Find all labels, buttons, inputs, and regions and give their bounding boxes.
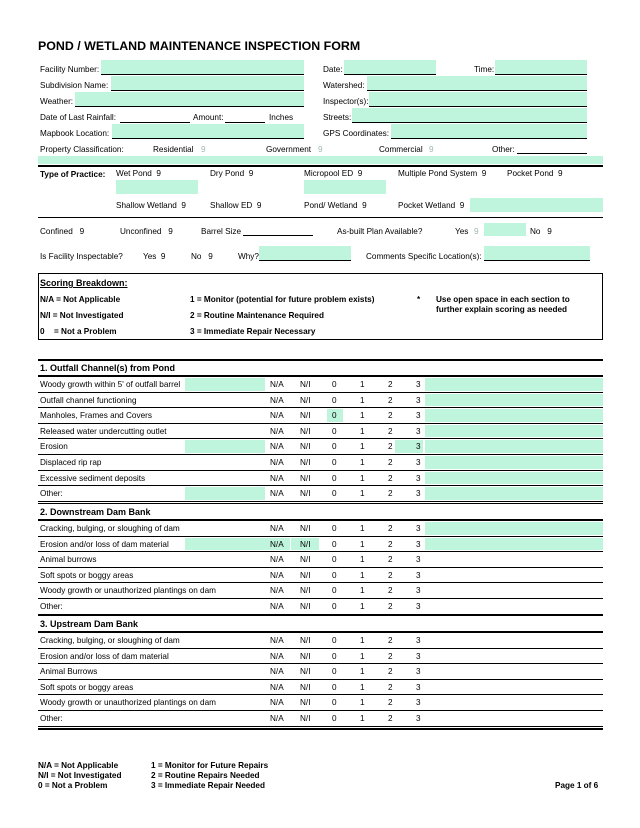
- score-na-option[interactable]: N/A: [270, 380, 284, 389]
- score-zero-option[interactable]: 0: [332, 539, 337, 549]
- score-ni-option[interactable]: N/I: [300, 682, 311, 692]
- inspectors-field[interactable]: [369, 92, 587, 106]
- score-three-option[interactable]: 3: [416, 458, 421, 467]
- subdivision-name-label: Subdivision Name:: [40, 81, 109, 90]
- score-three-option[interactable]: 3: [416, 473, 421, 483]
- table-row: [38, 552, 603, 568]
- divider: [38, 217, 603, 218]
- inspectors-label: Inspector(s):: [323, 97, 369, 106]
- score-two-option[interactable]: 2: [388, 442, 393, 452]
- score-two-option[interactable]: 2: [388, 395, 393, 405]
- table-row: [38, 695, 603, 711]
- row-notes-field[interactable]: [425, 456, 603, 469]
- table-row: [38, 633, 603, 649]
- shallow-wetland-option[interactable]: [116, 201, 186, 210]
- wet-pond-option[interactable]: [116, 169, 161, 178]
- score-ni-option[interactable]: N/I: [300, 667, 311, 677]
- section-top-rule: [38, 615, 603, 616]
- why-label: Why?: [238, 252, 259, 261]
- score-zero-option[interactable]: 0: [332, 473, 337, 483]
- score-na-option[interactable]: N/A: [270, 395, 284, 405]
- score-ni-option[interactable]: N/I: [300, 539, 311, 549]
- facility-number-label: Facility Number:: [40, 65, 100, 74]
- score-ni-option[interactable]: N/I: [300, 570, 311, 580]
- as-built-no-checkbox[interactable]: 9: [547, 227, 552, 236]
- as-built-yes-checkbox[interactable]: 9: [474, 227, 479, 236]
- multiple-pond-system-option[interactable]: [398, 169, 486, 178]
- wet-pond-label: Wet Pond: [116, 169, 152, 178]
- score-ni-option[interactable]: N/I: [300, 380, 311, 389]
- score-zero-option[interactable]: 0: [332, 426, 337, 436]
- score-ni-option[interactable]: N/I: [300, 651, 311, 661]
- divider: [38, 165, 603, 167]
- multiple-pond-system-label: Multiple Pond System: [398, 169, 478, 178]
- score-one-option[interactable]: 1: [360, 636, 365, 645]
- gps-coordinates-field[interactable]: [391, 124, 587, 138]
- score-two-option[interactable]: 2: [388, 539, 393, 549]
- score-zero-option[interactable]: 0: [332, 458, 337, 467]
- section-title: 2. Downstream Dam Bank: [40, 507, 151, 517]
- as-built-no-label: No: [530, 227, 541, 236]
- table-row: [38, 583, 603, 599]
- score-three-option[interactable]: 3: [416, 714, 421, 723]
- inspectable-yes-label: Yes: [143, 252, 157, 261]
- row-notes-field[interactable]: [425, 472, 603, 485]
- micropool-ed-fill[interactable]: [304, 180, 386, 194]
- dry-pond-label: Dry Pond: [210, 169, 245, 178]
- score-two-option[interactable]: 2: [388, 651, 393, 661]
- row-label: Displaced rip rap: [40, 458, 102, 467]
- score-zero-option[interactable]: 0: [332, 570, 337, 580]
- score-two-option[interactable]: 2: [388, 602, 393, 611]
- pocket-wetland-label: Pocket Wetland: [398, 201, 456, 210]
- score-zero-option[interactable]: 0: [332, 555, 337, 565]
- score-ni-option[interactable]: N/I: [300, 489, 311, 499]
- wet-pond-checkbox[interactable]: 9: [156, 169, 161, 178]
- mapbook-location-field[interactable]: [112, 124, 304, 138]
- table-row: [38, 711, 603, 727]
- score-zero-option[interactable]: 0: [332, 442, 337, 452]
- score-na-option[interactable]: N/A: [270, 602, 284, 611]
- score-na-option[interactable]: N/A: [270, 473, 284, 483]
- score-zero-option[interactable]: 0: [332, 380, 337, 389]
- pond-wetland-checkbox[interactable]: 9: [362, 201, 367, 210]
- score-ni-option[interactable]: N/I: [300, 636, 311, 645]
- inspectable-no-option[interactable]: [191, 252, 213, 261]
- government-label: Government: [266, 145, 312, 154]
- section-title: 1. Outfall Channel(s) from Pond: [40, 363, 176, 373]
- score-ni-option[interactable]: N/I: [300, 395, 311, 405]
- pocket-pond-option[interactable]: [507, 169, 563, 178]
- form-title: POND / WETLAND MAINTENANCE INSPECTION FORM: [38, 39, 361, 53]
- table-row: [38, 439, 603, 455]
- pocket-wetland-fill[interactable]: [470, 198, 603, 212]
- score-two-option[interactable]: 2: [388, 555, 393, 565]
- inspectable-no-checkbox[interactable]: 9: [208, 252, 213, 261]
- unconfined-label: Unconfined: [120, 227, 162, 236]
- score-na-option[interactable]: N/A: [270, 489, 284, 499]
- row-label: Cracking, bulging, or sloughing of dam: [40, 636, 180, 645]
- score-one-option[interactable]: 1: [360, 380, 365, 389]
- scoring-three: 3 = Immediate Repair Necessary: [190, 327, 316, 336]
- score-three-option[interactable]: 3: [416, 539, 421, 549]
- score-two-option[interactable]: 2: [388, 667, 393, 677]
- row-fill: [185, 440, 265, 453]
- score-na-option[interactable]: N/A: [270, 426, 284, 436]
- score-na-option[interactable]: N/A: [270, 667, 284, 677]
- score-zero-option[interactable]: 0: [332, 586, 337, 596]
- score-na-option[interactable]: N/A: [270, 442, 284, 452]
- row-label: Manholes, Frames and Covers: [40, 411, 152, 421]
- row-label: Woody growth or unauthorized plantings on dam: [40, 698, 216, 708]
- row-notes-field[interactable]: [425, 487, 603, 500]
- score-three-option[interactable]: 3: [416, 380, 421, 389]
- date-field[interactable]: [344, 60, 436, 74]
- table-row: [38, 599, 603, 615]
- score-two-option[interactable]: 2: [388, 411, 393, 421]
- score-zero-option[interactable]: 0: [332, 489, 337, 499]
- comments-location-field[interactable]: [484, 246, 590, 260]
- row-label: Released water undercutting outlet: [40, 426, 167, 436]
- shallow-ed-label: Shallow ED: [210, 201, 253, 210]
- amount-label: Amount:: [193, 113, 224, 122]
- section-title: 3. Upstream Dam Bank: [40, 619, 139, 629]
- score-two-option[interactable]: 2: [388, 714, 393, 723]
- as-built-yes-label: Yes: [455, 227, 469, 236]
- score-three-option[interactable]: 3: [416, 651, 421, 661]
- commercial-label: Commercial: [379, 145, 423, 154]
- score-ni-option[interactable]: N/I: [300, 524, 311, 533]
- time-label: Time:: [474, 65, 495, 74]
- score-three-option[interactable]: 3: [416, 667, 421, 677]
- row-label: Woody growth or unauthorized plantings on dam: [40, 586, 216, 596]
- table-row: [38, 471, 603, 487]
- row-notes-field[interactable]: [425, 409, 603, 422]
- confined-checkbox[interactable]: 9: [79, 227, 85, 236]
- pocket-wetland-option[interactable]: [398, 201, 464, 210]
- score-one-option[interactable]: 1: [360, 395, 365, 405]
- scoring-zero-num: 0: [40, 327, 45, 336]
- score-na-option[interactable]: N/A: [270, 524, 284, 533]
- scoring-two: 2 = Routine Maintenance Required: [190, 311, 324, 320]
- score-na-option[interactable]: N/A: [270, 586, 284, 596]
- score-two-option[interactable]: 2: [388, 570, 393, 580]
- watershed-label: Watershed:: [323, 81, 365, 90]
- scoring-one: 1 = Monitor (potential for future problem exists): [190, 295, 375, 304]
- score-ni-option[interactable]: N/I: [300, 442, 311, 452]
- score-two-option[interactable]: 2: [388, 380, 393, 389]
- score-na-option[interactable]: N/A: [270, 555, 284, 565]
- table-row: [38, 537, 603, 553]
- table-row: [38, 408, 603, 424]
- streets-label: Streets:: [323, 113, 352, 122]
- date-last-rainfall-label: Date of Last Rainfall:: [40, 113, 117, 122]
- score-ni-option[interactable]: N/I: [300, 555, 311, 565]
- micropool-ed-checkbox[interactable]: 9: [357, 169, 363, 178]
- as-built-label: As-built Plan Available?: [337, 227, 423, 236]
- score-zero-option[interactable]: 0: [332, 524, 337, 533]
- table-row: [38, 649, 603, 665]
- score-three-option[interactable]: 3: [416, 395, 421, 405]
- score-three-option[interactable]: 3: [416, 586, 421, 596]
- is-inspectable-label: Is Facility Inspectable?: [40, 252, 123, 261]
- row-label: Woody growth within 5' of outfall barrel: [40, 380, 181, 389]
- table-row: [38, 424, 603, 440]
- pond-wetland-option[interactable]: [304, 201, 367, 210]
- inspectable-no-label: No: [191, 252, 202, 261]
- row-label: Outfall channel functioning: [40, 395, 137, 405]
- score-na-option[interactable]: N/A: [270, 636, 284, 645]
- score-three-option[interactable]: 3: [416, 636, 421, 645]
- row-label: Animal burrows: [40, 555, 97, 565]
- gps-coordinates-label: GPS Coordinates:: [323, 129, 389, 138]
- time-field[interactable]: [495, 60, 587, 74]
- barrel-size-label: Barrel Size: [201, 227, 242, 236]
- other-classification-label: Other:: [492, 145, 515, 154]
- unconfined-option[interactable]: [120, 227, 173, 236]
- dry-pond-checkbox[interactable]: 9: [248, 169, 254, 178]
- barrel-size-field[interactable]: [243, 235, 313, 236]
- score-two-option[interactable]: 2: [388, 524, 393, 533]
- watershed-field[interactable]: [367, 76, 587, 90]
- score-zero-option[interactable]: 0: [332, 714, 337, 723]
- score-ni-option[interactable]: N/I: [300, 411, 311, 421]
- date-last-rainfall-field[interactable]: [120, 122, 190, 123]
- score-one-option[interactable]: 1: [360, 426, 365, 436]
- footer-two: 2 = Routine Repairs Needed: [151, 771, 260, 780]
- type-of-practice-label: Type of Practice:: [40, 170, 106, 179]
- inspectable-yes-checkbox[interactable]: 9: [160, 252, 166, 261]
- pocket-pond-checkbox[interactable]: 9: [558, 169, 563, 178]
- score-three-option[interactable]: 3: [416, 698, 421, 708]
- row-fill: [185, 378, 265, 391]
- score-three-option[interactable]: 3: [416, 682, 421, 692]
- row-notes-field[interactable]: [425, 522, 603, 535]
- score-one-option[interactable]: 1: [360, 489, 365, 499]
- property-spacer-fill: [38, 156, 603, 164]
- footer-page-number: Page 1 of 6: [555, 781, 599, 790]
- row-label: Other:: [40, 714, 63, 723]
- score-ni-option[interactable]: N/I: [300, 698, 311, 708]
- commercial-checkbox[interactable]: 9: [429, 145, 434, 154]
- section-top-rule: [38, 503, 603, 504]
- row-label: Soft spots or boggy areas: [40, 682, 134, 692]
- score-two-option[interactable]: 2: [388, 636, 393, 645]
- weather-label: Weather:: [40, 97, 74, 106]
- table-row: [38, 521, 603, 537]
- score-three-option[interactable]: 3: [416, 524, 421, 533]
- score-one-option[interactable]: 1: [360, 539, 365, 549]
- date-label: Date:: [323, 65, 343, 74]
- score-one-option[interactable]: 1: [360, 602, 365, 611]
- row-notes-field[interactable]: [425, 425, 603, 438]
- footer-zero: 0 = Not a Problem: [38, 781, 108, 790]
- amount-field[interactable]: [225, 122, 265, 123]
- score-one-option[interactable]: 1: [360, 682, 365, 692]
- micropool-ed-label: Micropool ED: [304, 169, 354, 178]
- footer-one: 1 = Monitor for Future Repairs: [151, 761, 269, 770]
- score-two-option[interactable]: 2: [388, 458, 393, 467]
- score-one-option[interactable]: 1: [360, 411, 365, 421]
- table-row: [38, 486, 603, 502]
- score-one-option[interactable]: 1: [360, 667, 365, 677]
- pond-wetland-label: Pond/ Wetland: [304, 201, 358, 210]
- row-label: Other:: [40, 489, 63, 499]
- score-ni-option[interactable]: N/I: [300, 473, 311, 483]
- weather-field[interactable]: [75, 92, 304, 106]
- score-na-option[interactable]: N/A: [270, 698, 284, 708]
- shallow-ed-option[interactable]: [210, 201, 261, 210]
- score-ni-option[interactable]: N/I: [300, 602, 311, 611]
- why-field[interactable]: [259, 246, 351, 260]
- score-ni-option[interactable]: N/I: [300, 714, 311, 723]
- wet-pond-fill[interactable]: [116, 180, 198, 194]
- score-one-option[interactable]: 1: [360, 473, 365, 483]
- score-zero-option[interactable]: 0: [332, 698, 337, 708]
- score-ni-option[interactable]: N/I: [300, 458, 311, 467]
- row-label: Other:: [40, 602, 63, 611]
- scoring-note-line1: Use open space in each section to: [436, 295, 570, 304]
- inspectable-yes-option[interactable]: [143, 252, 165, 261]
- subdivision-name-field[interactable]: [111, 76, 304, 90]
- score-two-option[interactable]: 2: [388, 426, 393, 436]
- score-zero-option[interactable]: 0: [332, 682, 337, 692]
- shallow-wetland-checkbox[interactable]: 9: [181, 201, 186, 210]
- row-notes-field[interactable]: [425, 378, 603, 391]
- table-row: [38, 664, 603, 680]
- score-one-option[interactable]: 1: [360, 698, 365, 708]
- row-rule: [38, 501, 603, 502]
- comments-location-label: Comments Specific Location(s):: [366, 252, 482, 261]
- mapbook-location-label: Mapbook Location:: [40, 129, 110, 138]
- score-three-option[interactable]: 3: [416, 602, 421, 611]
- micropool-ed-option[interactable]: [304, 169, 362, 178]
- score-one-option[interactable]: 1: [360, 524, 365, 533]
- scoring-na: N/A = Not Applicable: [40, 295, 121, 304]
- row-label: Soft spots or boggy areas: [40, 570, 134, 580]
- score-zero-option[interactable]: 0: [332, 636, 337, 645]
- table-row: [38, 680, 603, 696]
- score-two-option[interactable]: 2: [388, 586, 393, 596]
- row-label: Animal Burrows: [40, 667, 98, 677]
- as-built-yes-fill[interactable]: [484, 223, 526, 236]
- score-na-option[interactable]: N/A: [270, 411, 284, 421]
- residential-label: Residential: [153, 145, 194, 154]
- row-rule: [38, 726, 603, 727]
- scoring-breakdown-title: Scoring Breakdown:: [40, 278, 128, 288]
- score-na-option[interactable]: N/A: [270, 714, 284, 723]
- scoring-ni: N/I = Not Investigated: [40, 311, 124, 320]
- table-row: [38, 393, 603, 409]
- score-three-option[interactable]: 3: [416, 489, 421, 499]
- row-notes-field[interactable]: [425, 440, 603, 453]
- score-three-option[interactable]: 3: [416, 570, 421, 580]
- score-na-option[interactable]: N/A: [270, 651, 284, 661]
- inches-label: Inches: [269, 113, 294, 122]
- score-one-option[interactable]: 1: [360, 458, 365, 467]
- score-one-option[interactable]: 1: [360, 651, 365, 661]
- score-one-option[interactable]: 1: [360, 586, 365, 596]
- streets-field[interactable]: [352, 108, 587, 122]
- score-two-option[interactable]: 2: [388, 489, 393, 499]
- footer-three: 3 = Immediate Repair Needed: [151, 781, 265, 790]
- section-top-rule: [38, 359, 603, 361]
- score-two-option[interactable]: 2: [388, 473, 393, 483]
- score-two-option[interactable]: 2: [388, 682, 393, 692]
- row-notes-field[interactable]: [425, 538, 603, 551]
- row-label: Erosion: [40, 442, 68, 452]
- as-built-no-option[interactable]: [530, 227, 552, 236]
- unconfined-checkbox[interactable]: 9: [168, 227, 173, 236]
- section-end-rule: [38, 728, 603, 730]
- shallow-ed-checkbox[interactable]: 9: [256, 201, 262, 210]
- row-fill: [185, 538, 265, 551]
- footer-ni: N/I = Not Investigated: [38, 771, 122, 780]
- score-three-option[interactable]: 3: [416, 555, 421, 565]
- scoring-note-line2: further explain scoring as needed: [436, 305, 568, 314]
- score-na-option[interactable]: N/A: [270, 539, 284, 549]
- facility-number-field[interactable]: [101, 60, 304, 74]
- table-row: [38, 377, 603, 393]
- scoring-star: *: [417, 295, 421, 304]
- residential-checkbox[interactable]: 9: [201, 145, 206, 154]
- score-ni-option[interactable]: N/I: [300, 586, 311, 596]
- row-label: Erosion and/or loss of dam material: [40, 539, 169, 549]
- score-one-option[interactable]: 1: [360, 442, 365, 452]
- score-one-option[interactable]: 1: [360, 714, 365, 723]
- shallow-wetland-label: Shallow Wetland: [116, 201, 177, 210]
- row-label: Erosion and/or loss of dam material: [40, 651, 169, 661]
- score-two-option[interactable]: 2: [388, 698, 393, 708]
- property-classification-label: Property Classification:: [40, 145, 124, 154]
- score-zero-option[interactable]: 0: [332, 602, 337, 611]
- table-row: [38, 455, 603, 471]
- confined-option[interactable]: [40, 227, 84, 236]
- score-na-option[interactable]: N/A: [270, 570, 284, 580]
- scoring-zero-text: = Not a Problem: [54, 327, 117, 336]
- score-one-option[interactable]: 1: [360, 570, 365, 580]
- score-zero-option[interactable]: 0: [332, 411, 337, 421]
- table-row: [38, 568, 603, 584]
- row-notes-field[interactable]: [425, 394, 603, 407]
- pocket-pond-label: Pocket Pond: [507, 169, 554, 178]
- score-three-option[interactable]: 3: [416, 442, 421, 452]
- score-three-option[interactable]: 3: [416, 411, 421, 421]
- footer-na: N/A = Not Applicable: [38, 761, 119, 770]
- score-one-option[interactable]: 1: [360, 555, 365, 565]
- score-na-option[interactable]: N/A: [270, 682, 284, 692]
- confined-label: Confined: [40, 227, 73, 236]
- score-zero-option[interactable]: 0: [332, 651, 337, 661]
- score-zero-option[interactable]: 0: [332, 667, 337, 677]
- dry-pond-option[interactable]: [210, 169, 253, 178]
- score-na-option[interactable]: N/A: [270, 458, 284, 467]
- pocket-wetland-checkbox[interactable]: 9: [459, 201, 465, 210]
- score-ni-option[interactable]: N/I: [300, 426, 311, 436]
- multiple-pond-system-checkbox[interactable]: 9: [481, 169, 487, 178]
- row-label: Excessive sediment deposits: [40, 473, 146, 483]
- row-label: Cracking, bulging, or sloughing of dam: [40, 524, 180, 533]
- score-three-option[interactable]: 3: [416, 426, 421, 436]
- other-classification-field[interactable]: [517, 153, 587, 154]
- score-zero-option[interactable]: 0: [332, 395, 337, 405]
- row-fill: [185, 487, 265, 500]
- government-checkbox[interactable]: 9: [318, 145, 323, 154]
